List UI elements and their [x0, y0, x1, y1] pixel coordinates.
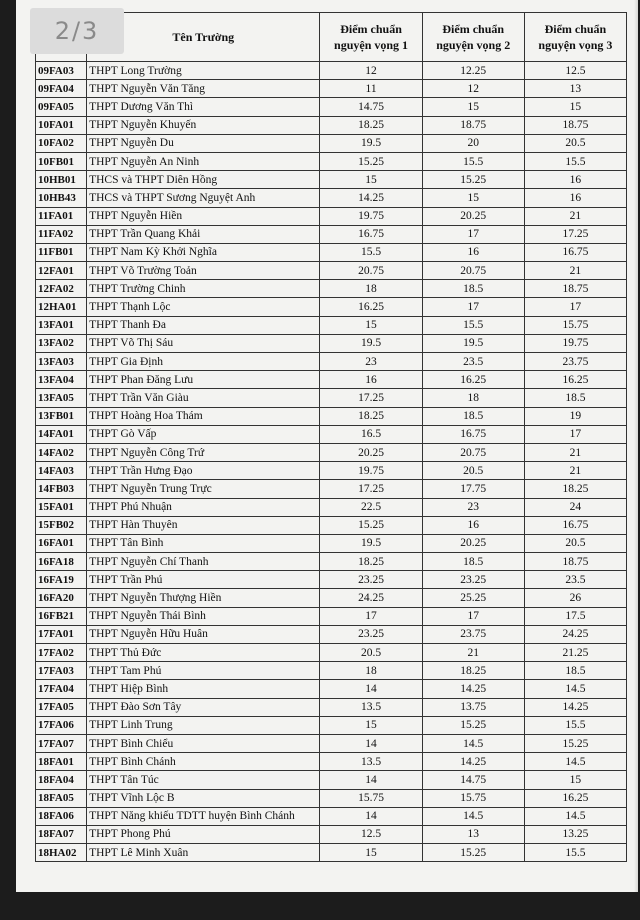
score-nv1-cell: 24.25 [320, 589, 422, 607]
score-nv1-cell: 18 [320, 662, 422, 680]
school-name-cell: THPT Nguyễn An Ninh [87, 152, 320, 170]
score-nv3-cell: 18.5 [524, 389, 626, 407]
school-name-cell: THPT Năng khiếu TDTT huyện Bình Chánh [87, 807, 320, 825]
school-code-cell: 17FA01 [36, 625, 87, 643]
table-row [36, 243, 627, 261]
score-nv3-cell: 15.5 [524, 152, 626, 170]
school-name-cell: THPT Trần Hưng Đạo [87, 462, 320, 480]
score-nv3-cell: 18.75 [524, 116, 626, 134]
school-code-cell: 18HA02 [36, 844, 87, 862]
school-code-cell: 13FA03 [36, 353, 87, 371]
school-name-cell: THPT Gia Định [87, 353, 320, 371]
table-row [36, 662, 627, 680]
score-nv1-cell: 11 [320, 80, 422, 98]
score-nv2-cell: 15.5 [422, 316, 524, 334]
score-nv2-cell: 15.75 [422, 789, 524, 807]
school-name-cell: THPT Nguyễn Công Trứ [87, 443, 320, 461]
table-row [36, 644, 627, 662]
table-row [36, 789, 627, 807]
table-row [36, 716, 627, 734]
score-nv3-cell: 15 [524, 98, 626, 116]
score-nv3-cell: 17 [524, 298, 626, 316]
school-code-cell: 13FA04 [36, 371, 87, 389]
table-row [36, 698, 627, 716]
table-row [36, 480, 627, 498]
score-nv2-cell: 23.75 [422, 625, 524, 643]
score-nv2-cell: 21 [422, 644, 524, 662]
score-nv3-cell: 14.5 [524, 807, 626, 825]
table-header-row [36, 13, 627, 62]
score-nv1-cell: 16.75 [320, 225, 422, 243]
table-row [36, 334, 627, 352]
score-nv2-cell: 18 [422, 389, 524, 407]
score-nv1-cell: 23.25 [320, 571, 422, 589]
score-nv1-cell: 15 [320, 844, 422, 862]
score-nv2-cell: 20.75 [422, 443, 524, 461]
school-name-cell: THPT Nguyễn Chí Thanh [87, 553, 320, 571]
score-nv1-cell: 17 [320, 607, 422, 625]
score-nv3-cell: 21 [524, 462, 626, 480]
school-code-cell: 14FA03 [36, 462, 87, 480]
table-body [36, 62, 627, 862]
score-nv1-cell: 15 [320, 171, 422, 189]
school-name-cell: THPT Dương Văn Thì [87, 98, 320, 116]
score-nv1-cell: 15 [320, 716, 422, 734]
score-nv3-cell: 14.25 [524, 698, 626, 716]
school-name-cell: THPT Thạnh Lộc [87, 298, 320, 316]
score-nv2-cell: 14.25 [422, 680, 524, 698]
score-nv2-cell: 18.5 [422, 407, 524, 425]
score-nv2-cell: 18.5 [422, 553, 524, 571]
school-name-cell: THPT Phan Đăng Lưu [87, 371, 320, 389]
score-nv2-cell: 15 [422, 98, 524, 116]
score-nv3-cell: 15.25 [524, 734, 626, 752]
score-nv2-cell: 15.25 [422, 171, 524, 189]
table-row [36, 498, 627, 516]
school-name-cell: THCS và THPT Sương Nguyệt Anh [87, 189, 320, 207]
score-nv1-cell: 14.75 [320, 98, 422, 116]
school-name-cell: THPT Tam Phú [87, 662, 320, 680]
score-nv1-cell: 14.25 [320, 189, 422, 207]
score-nv3-cell: 19 [524, 407, 626, 425]
school-code-cell: 12FA01 [36, 262, 87, 280]
table-row [36, 734, 627, 752]
score-nv2-cell: 14.75 [422, 771, 524, 789]
score-nv3-cell: 16.25 [524, 789, 626, 807]
school-code-cell: 17FA05 [36, 698, 87, 716]
school-name-cell: THPT Thanh Đa [87, 316, 320, 334]
score-nv2-cell: 14.5 [422, 734, 524, 752]
header-score-nv1: Điểm chuẩn nguyện vọng 1 [320, 13, 422, 62]
score-nv2-cell: 17 [422, 607, 524, 625]
school-code-cell: 18FA04 [36, 771, 87, 789]
school-name-cell: THPT Nguyễn Du [87, 134, 320, 152]
score-nv2-cell: 23.5 [422, 353, 524, 371]
school-code-cell: 15FA01 [36, 498, 87, 516]
score-nv1-cell: 15.5 [320, 243, 422, 261]
score-nv3-cell: 15 [524, 771, 626, 789]
school-code-cell: 17FA02 [36, 644, 87, 662]
score-nv2-cell: 17 [422, 298, 524, 316]
score-nv3-cell: 21 [524, 443, 626, 461]
school-name-cell: THPT Vĩnh Lộc B [87, 789, 320, 807]
table-row [36, 407, 627, 425]
score-nv1-cell: 20.5 [320, 644, 422, 662]
school-code-cell: 12FA02 [36, 280, 87, 298]
school-name-cell: THPT Lê Minh Xuân [87, 844, 320, 862]
table-row [36, 152, 627, 170]
score-nv3-cell: 14.5 [524, 753, 626, 771]
score-nv1-cell: 14 [320, 734, 422, 752]
score-nv2-cell: 16.75 [422, 425, 524, 443]
school-code-cell: 16FA19 [36, 571, 87, 589]
score-nv2-cell: 14.5 [422, 807, 524, 825]
table-row [36, 280, 627, 298]
score-nv2-cell: 13 [422, 825, 524, 843]
school-code-cell: 09FA03 [36, 62, 87, 80]
score-nv3-cell: 17.5 [524, 607, 626, 625]
page-edge-shadow [634, 0, 638, 892]
school-code-cell: 18FA01 [36, 753, 87, 771]
school-code-cell: 10HB01 [36, 171, 87, 189]
score-nv1-cell: 19.75 [320, 462, 422, 480]
score-nv3-cell: 14.5 [524, 680, 626, 698]
score-nv3-cell: 13.25 [524, 825, 626, 843]
score-nv1-cell: 17.25 [320, 389, 422, 407]
score-nv3-cell: 21 [524, 207, 626, 225]
score-nv1-cell: 15.25 [320, 516, 422, 534]
score-nv3-cell: 24 [524, 498, 626, 516]
school-name-cell: THPT Hàn Thuyên [87, 516, 320, 534]
table-row [36, 753, 627, 771]
school-name-cell: THPT Hiệp Bình [87, 680, 320, 698]
score-nv2-cell: 20.25 [422, 534, 524, 552]
table-row [36, 807, 627, 825]
school-code-cell: 11FA02 [36, 225, 87, 243]
school-name-cell: THPT Võ Trường Toản [87, 262, 320, 280]
school-code-cell: 16FA20 [36, 589, 87, 607]
score-nv1-cell: 15.75 [320, 789, 422, 807]
score-nv2-cell: 15.25 [422, 844, 524, 862]
score-nv1-cell: 22.5 [320, 498, 422, 516]
school-name-cell: THPT Nguyễn Văn Tăng [87, 80, 320, 98]
school-name-cell: THPT Gò Vấp [87, 425, 320, 443]
school-name-cell: THPT Nguyễn Hữu Huân [87, 625, 320, 643]
table-row [36, 371, 627, 389]
table-row [36, 116, 627, 134]
score-nv3-cell: 16.25 [524, 371, 626, 389]
score-nv2-cell: 18.75 [422, 116, 524, 134]
score-nv3-cell: 18.25 [524, 480, 626, 498]
school-name-cell: THCS và THPT Diên Hồng [87, 171, 320, 189]
score-nv3-cell: 15.5 [524, 716, 626, 734]
score-nv1-cell: 16 [320, 371, 422, 389]
score-nv3-cell: 26 [524, 589, 626, 607]
score-nv2-cell: 17.75 [422, 480, 524, 498]
score-nv1-cell: 19.5 [320, 334, 422, 352]
school-name-cell: THPT Hoàng Hoa Thám [87, 407, 320, 425]
table-row [36, 516, 627, 534]
score-nv3-cell: 18.75 [524, 280, 626, 298]
header-school-name: Tên Trường [87, 13, 320, 62]
score-nv1-cell: 18.25 [320, 407, 422, 425]
school-name-cell: THPT Nguyễn Hiền [87, 207, 320, 225]
score-nv2-cell: 15.5 [422, 152, 524, 170]
school-code-cell: 16FA18 [36, 553, 87, 571]
score-nv2-cell: 20 [422, 134, 524, 152]
table-row [36, 771, 627, 789]
school-name-cell: THPT Tân Túc [87, 771, 320, 789]
score-nv1-cell: 23 [320, 353, 422, 371]
score-nv3-cell: 16.75 [524, 516, 626, 534]
score-nv3-cell: 15.5 [524, 844, 626, 862]
school-code-cell: 17FA03 [36, 662, 87, 680]
table-row [36, 571, 627, 589]
score-nv3-cell: 20.5 [524, 534, 626, 552]
school-code-cell: 09FA04 [36, 80, 87, 98]
table-row [36, 607, 627, 625]
school-name-cell: THPT Linh Trung [87, 716, 320, 734]
score-nv1-cell: 17.25 [320, 480, 422, 498]
table-row [36, 389, 627, 407]
school-name-cell: THPT Phong Phú [87, 825, 320, 843]
school-name-cell: THPT Nguyễn Thượng Hiền [87, 589, 320, 607]
score-nv1-cell: 13.5 [320, 698, 422, 716]
school-code-cell: 15FB02 [36, 516, 87, 534]
table-row [36, 171, 627, 189]
score-nv2-cell: 23 [422, 498, 524, 516]
school-code-cell: 14FA02 [36, 443, 87, 461]
school-name-cell: THPT Trần Quang Khải [87, 225, 320, 243]
table-row [36, 262, 627, 280]
school-name-cell: THPT Bình Chiểu [87, 734, 320, 752]
table-row [36, 425, 627, 443]
score-nv3-cell: 24.25 [524, 625, 626, 643]
school-code-cell: 17FA04 [36, 680, 87, 698]
school-code-cell: 10HB43 [36, 189, 87, 207]
score-nv2-cell: 14.25 [422, 753, 524, 771]
school-code-cell: 11FB01 [36, 243, 87, 261]
table-row [36, 589, 627, 607]
table-row [36, 353, 627, 371]
score-nv1-cell: 15 [320, 316, 422, 334]
score-nv2-cell: 25.25 [422, 589, 524, 607]
score-nv1-cell: 12 [320, 62, 422, 80]
school-name-cell: THPT Thủ Đức [87, 644, 320, 662]
school-code-cell: 09FA05 [36, 98, 87, 116]
school-code-cell: 18FA05 [36, 789, 87, 807]
school-name-cell: THPT Bình Chánh [87, 753, 320, 771]
score-nv1-cell: 12.5 [320, 825, 422, 843]
score-nv2-cell: 20.75 [422, 262, 524, 280]
school-name-cell: THPT Tân Bình [87, 534, 320, 552]
score-nv1-cell: 18 [320, 280, 422, 298]
school-code-cell: 13FA01 [36, 316, 87, 334]
score-nv2-cell: 13.75 [422, 698, 524, 716]
score-nv3-cell: 13 [524, 80, 626, 98]
table-row [36, 443, 627, 461]
table-row [36, 534, 627, 552]
table-row [36, 207, 627, 225]
table-row [36, 189, 627, 207]
score-nv2-cell: 15 [422, 189, 524, 207]
school-name-cell: THPT Trần Phú [87, 571, 320, 589]
score-nv3-cell: 21.25 [524, 644, 626, 662]
score-nv2-cell: 18.5 [422, 280, 524, 298]
score-nv3-cell: 17 [524, 425, 626, 443]
score-nv1-cell: 14 [320, 771, 422, 789]
school-name-cell: THPT Đào Sơn Tây [87, 698, 320, 716]
table-row [36, 316, 627, 334]
score-nv3-cell: 16 [524, 189, 626, 207]
table-row [36, 298, 627, 316]
table-row [36, 680, 627, 698]
school-code-cell: 13FB01 [36, 407, 87, 425]
school-name-cell: THPT Phú Nhuận [87, 498, 320, 516]
school-name-cell: THPT Nguyễn Thái Bình [87, 607, 320, 625]
table-row [36, 553, 627, 571]
school-code-cell: 10FB01 [36, 152, 87, 170]
table-row [36, 625, 627, 643]
score-nv3-cell: 16 [524, 171, 626, 189]
school-code-cell: 12HA01 [36, 298, 87, 316]
score-nv1-cell: 19.75 [320, 207, 422, 225]
school-code-cell: 17FA06 [36, 716, 87, 734]
score-nv3-cell: 15.75 [524, 316, 626, 334]
school-code-cell: 11FA01 [36, 207, 87, 225]
score-nv2-cell: 19.5 [422, 334, 524, 352]
score-nv3-cell: 19.75 [524, 334, 626, 352]
score-nv1-cell: 16.25 [320, 298, 422, 316]
score-nv2-cell: 20.25 [422, 207, 524, 225]
score-nv2-cell: 12.25 [422, 62, 524, 80]
score-nv1-cell: 14 [320, 807, 422, 825]
table-row [36, 462, 627, 480]
score-nv1-cell: 18.25 [320, 116, 422, 134]
score-nv1-cell: 20.25 [320, 443, 422, 461]
score-nv1-cell: 16.5 [320, 425, 422, 443]
school-code-cell: 16FB21 [36, 607, 87, 625]
score-nv2-cell: 17 [422, 225, 524, 243]
page-indicator: 2/3 [30, 8, 124, 54]
score-nv3-cell: 17.25 [524, 225, 626, 243]
document-page [16, 0, 638, 892]
score-nv3-cell: 16.75 [524, 243, 626, 261]
table-row [36, 80, 627, 98]
school-code-cell: 10FA02 [36, 134, 87, 152]
score-nv2-cell: 16 [422, 243, 524, 261]
score-nv1-cell: 23.25 [320, 625, 422, 643]
score-nv1-cell: 19.5 [320, 134, 422, 152]
school-code-cell: 14FA01 [36, 425, 87, 443]
school-code-cell: 10FA01 [36, 116, 87, 134]
school-name-cell: THPT Nguyễn Trung Trực [87, 480, 320, 498]
score-nv3-cell: 21 [524, 262, 626, 280]
score-nv2-cell: 23.25 [422, 571, 524, 589]
score-nv1-cell: 15.25 [320, 152, 422, 170]
table-row [36, 134, 627, 152]
school-name-cell: THPT Long Trường [87, 62, 320, 80]
school-code-cell: 16FA01 [36, 534, 87, 552]
school-code-cell: 13FA02 [36, 334, 87, 352]
score-nv3-cell: 20.5 [524, 134, 626, 152]
table-row [36, 825, 627, 843]
school-name-cell: THPT Nguyễn Khuyến [87, 116, 320, 134]
header-score-nv2: Điểm chuẩn nguyện vọng 2 [422, 13, 524, 62]
score-nv2-cell: 20.5 [422, 462, 524, 480]
header-score-nv3: Điểm chuẩn nguyện vọng 3 [524, 13, 626, 62]
score-nv3-cell: 18.5 [524, 662, 626, 680]
school-name-cell: THPT Nam Kỳ Khởi Nghĩa [87, 243, 320, 261]
score-nv2-cell: 16.25 [422, 371, 524, 389]
school-code-cell: 13FA05 [36, 389, 87, 407]
school-code-cell: 18FA06 [36, 807, 87, 825]
school-name-cell: THPT Trường Chinh [87, 280, 320, 298]
score-nv3-cell: 12.5 [524, 62, 626, 80]
score-nv3-cell: 23.75 [524, 353, 626, 371]
score-nv1-cell: 20.75 [320, 262, 422, 280]
table-row [36, 98, 627, 116]
score-nv2-cell: 16 [422, 516, 524, 534]
school-code-cell: 14FB03 [36, 480, 87, 498]
score-nv1-cell: 13.5 [320, 753, 422, 771]
score-nv2-cell: 15.25 [422, 716, 524, 734]
school-name-cell: THPT Trần Văn Giàu [87, 389, 320, 407]
admission-scores-table [35, 12, 627, 862]
score-nv1-cell: 19.5 [320, 534, 422, 552]
table-row [36, 225, 627, 243]
score-nv3-cell: 18.75 [524, 553, 626, 571]
score-nv2-cell: 12 [422, 80, 524, 98]
table-row [36, 62, 627, 80]
school-code-cell: 18FA07 [36, 825, 87, 843]
score-nv2-cell: 18.25 [422, 662, 524, 680]
score-nv3-cell: 23.5 [524, 571, 626, 589]
score-nv1-cell: 14 [320, 680, 422, 698]
score-nv1-cell: 18.25 [320, 553, 422, 571]
school-name-cell: THPT Võ Thị Sáu [87, 334, 320, 352]
table-row [36, 844, 627, 862]
school-code-cell: 17FA07 [36, 734, 87, 752]
